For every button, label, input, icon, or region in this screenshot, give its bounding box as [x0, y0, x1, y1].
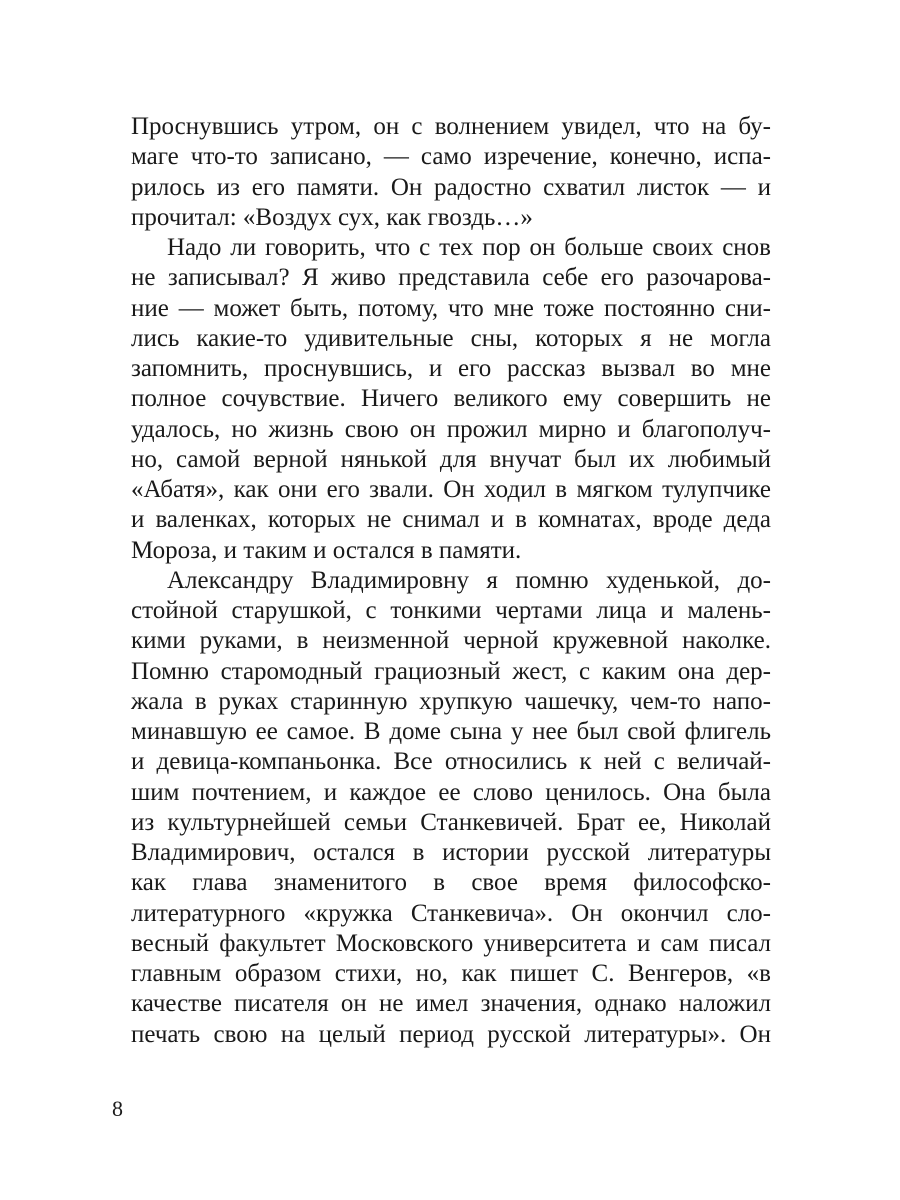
text-line: маге что-то записано, — само изречение, конечно, испа- — [131, 143, 771, 171]
text-line: рилось из его памяти. Он радостно схватил листок — и — [131, 173, 771, 201]
body-text — [131, 112, 771, 1050]
text-line: лись какие-то удивительные сны, которых я не могла — [131, 324, 771, 352]
page-number: 8 — [112, 1096, 123, 1121]
text-line: из культурнейшей семьи Станкевичей. Брат ее, Николай — [131, 808, 771, 836]
text-line: и валенках, которых не снимал и в комнатах, вроде деда — [131, 506, 771, 534]
text-line: Мороза, и таким и остался в памяти. — [131, 536, 522, 564]
text-line: Проснувшись утром, он с волнением увидел, что на бу- — [131, 113, 771, 140]
text-line: кими руками, в неизменной черной кружевной наколке. — [131, 627, 771, 655]
text-line: весный факультет Московского университета и сам писал — [131, 929, 771, 957]
text-line: но, самой верной нянькой для внучат был их любимый — [131, 445, 771, 473]
text-line: минавшую ее самое. В доме сына у нее был свой флигель — [131, 718, 771, 745]
text-line: печать свою на целый период русской литературы». Он — [131, 1020, 771, 1048]
text-line: полное сочувствие. Ничего великого ему совершить не — [131, 385, 771, 413]
text-line: главным образом стихи, но, как пишет С. Венгеров, «в — [131, 960, 771, 987]
text-line: «Абатя», как они его звали. Он ходил в мягком тулупчике — [131, 476, 771, 503]
text-line: и девица-компаньонка. Все относились к ней с величай- — [131, 748, 771, 776]
text-line: Владимирович, остался в истории русской литературы — [131, 839, 771, 866]
text-line: ние — может быть, потому, что мне тоже постоянно сни- — [131, 294, 771, 322]
text-line: Александру Владимировну я помню худенькой, до- — [167, 566, 771, 594]
text-line: жала в руках старинную хрупкую чашечку, чем-то напо- — [131, 687, 771, 715]
text-line: прочитал: «Воздух сух, как гвоздь…» — [131, 203, 533, 231]
text-line: литературного «кружка Станкевича». Он окончил сло- — [131, 899, 771, 927]
text-line: Надо ли говорить, что с тех пор он больше своих снов — [167, 234, 771, 261]
text-line: запомнить, проснувшись, и его рассказ вызвал во мне — [131, 355, 771, 382]
text-line: стойной старушкой, с тонкими чертами лица и малень- — [131, 597, 771, 624]
text-line: Помню старомодный грациозный жест, с каким она дер- — [131, 657, 771, 685]
text-line: как глава знаменитого в свое время философско- — [131, 869, 771, 897]
text-line: шим почтением, и каждое ее слово ценилось. Она была — [131, 778, 771, 806]
text-line: не записывал? Я живо представила себе его разочарова- — [131, 264, 771, 292]
text-line: качестве писателя он не имел значения, однако наложил — [131, 990, 771, 1018]
text-line: удалось, но жизнь свою он прожил мирно и благополуч- — [131, 415, 771, 443]
